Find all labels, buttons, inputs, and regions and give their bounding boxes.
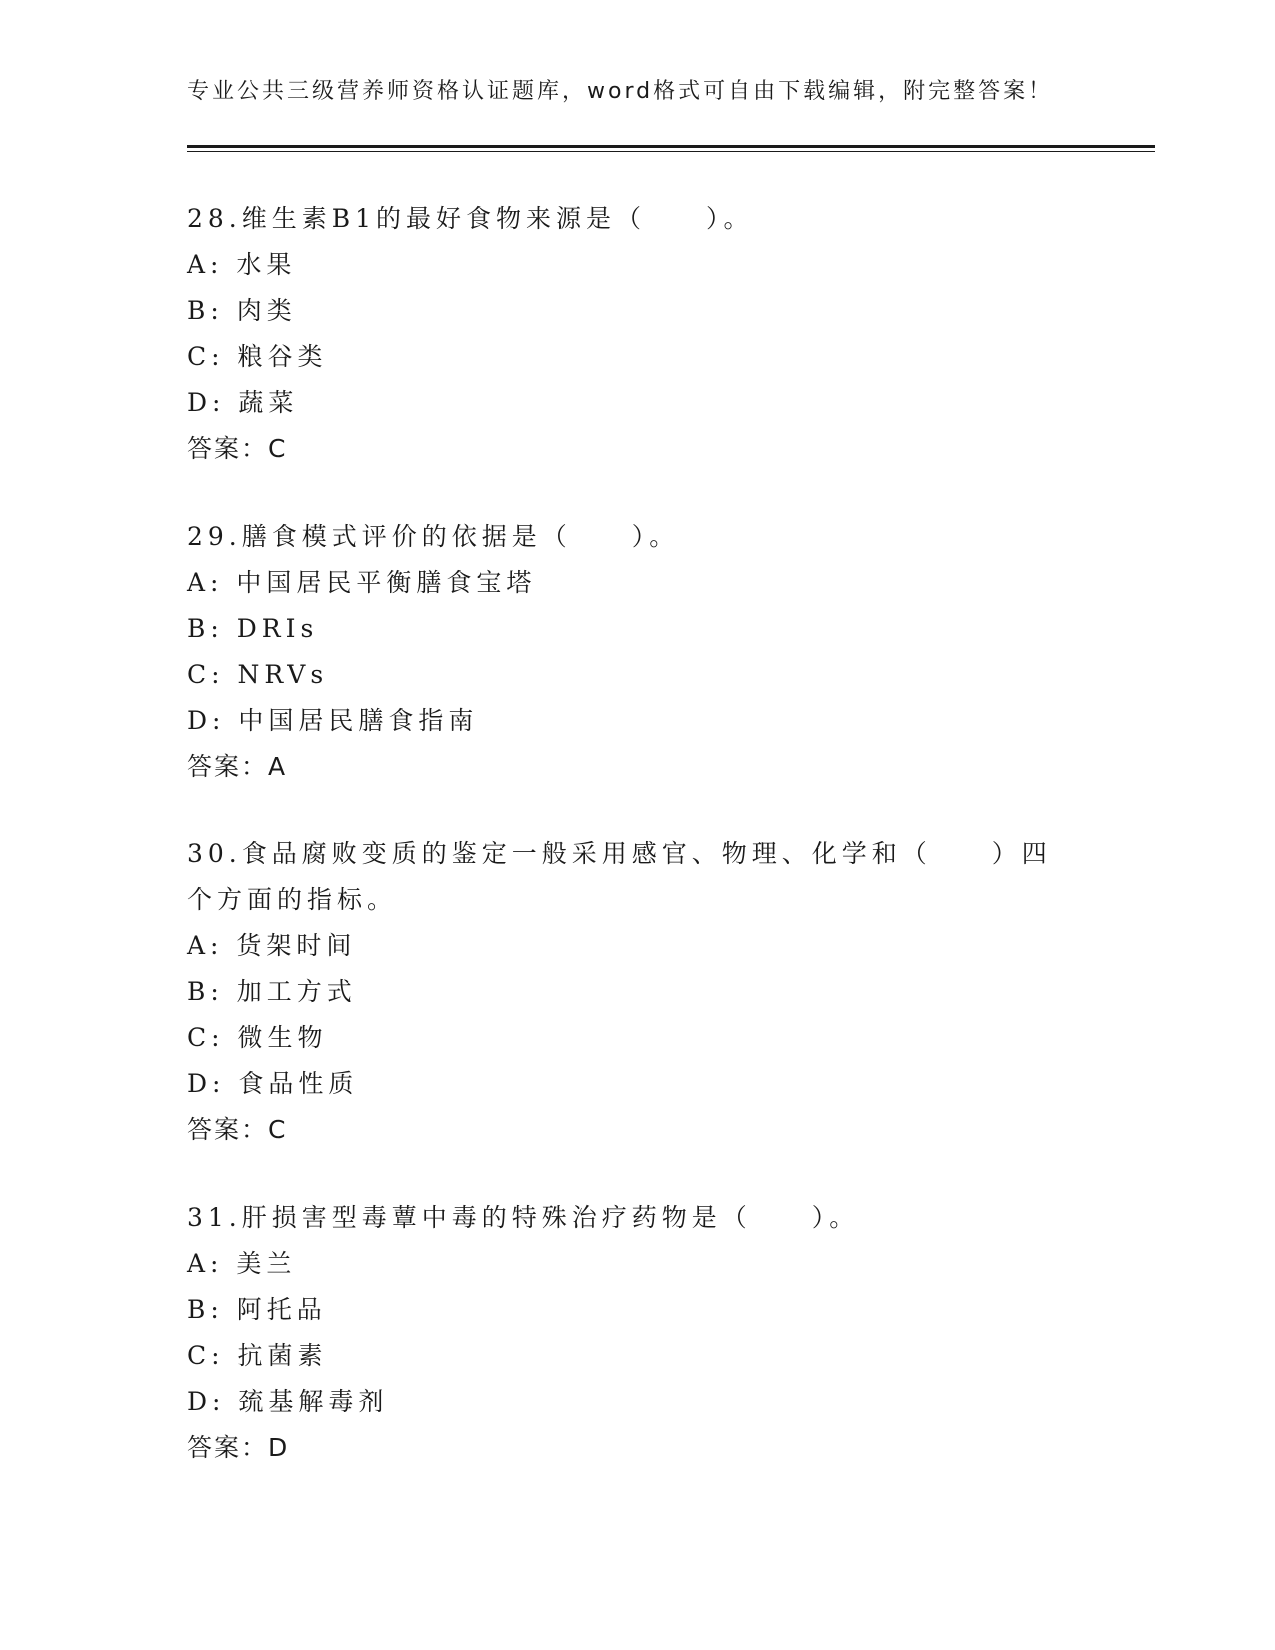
option-d: D: 蔬菜 bbox=[187, 388, 299, 417]
option-a: A: 水果 bbox=[187, 250, 297, 279]
question-stem: 29.膳食模式评价的依据是（ ）。 bbox=[187, 522, 680, 551]
option-c: C: NRVs bbox=[187, 660, 329, 689]
question-stem: 31.肝损害型毒蕈中毒的特殊治疗药物是（ ）。 bbox=[187, 1203, 860, 1232]
header-divider-thin bbox=[187, 151, 1155, 152]
option-c: C: 微生物 bbox=[187, 1023, 328, 1052]
question-30 bbox=[187, 831, 1067, 1153]
option-b: B: DRIs bbox=[187, 614, 319, 643]
option-b: B: 肉类 bbox=[187, 296, 297, 325]
option-a: A: 中国居民平衡膳食宝塔 bbox=[187, 568, 537, 597]
answer: 答案：D bbox=[187, 1433, 290, 1462]
answer: 答案：C bbox=[187, 1115, 288, 1144]
option-a: A: 货架时间 bbox=[187, 931, 357, 960]
question-31 bbox=[187, 1195, 1087, 1471]
header-divider-thick bbox=[187, 145, 1155, 148]
option-d: D: 中国居民膳食指南 bbox=[187, 706, 479, 735]
option-c: C: 粮谷类 bbox=[187, 342, 328, 371]
question-stem: 30.食品腐败变质的鉴定一般采用感官、物理、化学和（ ）四个方面的指标。 bbox=[187, 839, 1052, 914]
option-d: D: 巯基解毒剂 bbox=[187, 1387, 389, 1416]
option-a: A: 美兰 bbox=[187, 1249, 297, 1278]
option-b: B: 阿托品 bbox=[187, 1295, 327, 1324]
question-28 bbox=[187, 196, 1087, 472]
option-b: B: 加工方式 bbox=[187, 977, 357, 1006]
page-header: 专业公共三级营养师资格认证题库，word格式可自由下载编辑，附完整答案！ bbox=[187, 79, 1054, 104]
option-c: C: 抗菌素 bbox=[187, 1341, 328, 1370]
answer: 答案：A bbox=[187, 752, 288, 781]
question-stem: 28.维生素B1的最好食物来源是（ ）。 bbox=[187, 204, 754, 233]
option-d: D: 食品性质 bbox=[187, 1069, 359, 1098]
question-29 bbox=[187, 514, 1087, 790]
answer: 答案：C bbox=[187, 434, 288, 463]
